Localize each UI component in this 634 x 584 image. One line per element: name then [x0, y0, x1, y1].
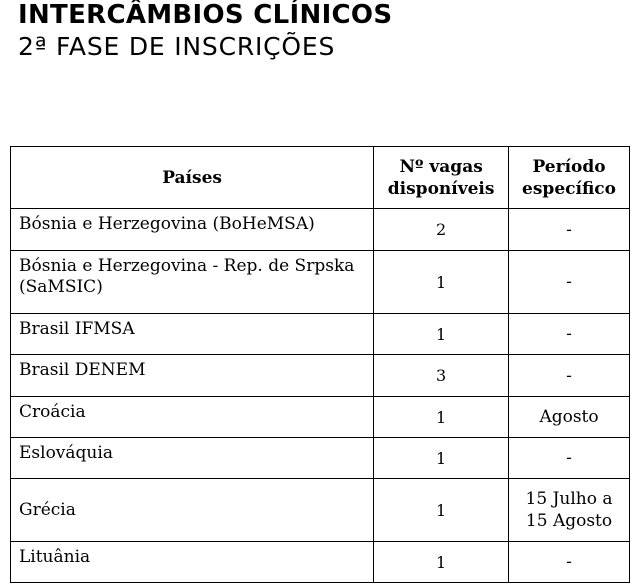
country-name-line2: (SaMSIC): [19, 277, 103, 297]
table-row: [11, 438, 630, 479]
country-cell: [11, 314, 374, 355]
column-header-period-line2: específico: [522, 178, 616, 199]
table-row: [11, 479, 630, 542]
country-cell: [11, 438, 374, 479]
period-cell: -: [509, 251, 630, 314]
page-heading: [18, 0, 392, 59]
period-cell: [509, 479, 630, 542]
slots-cell: 3: [374, 355, 509, 397]
exchange-slots-table: [10, 146, 630, 583]
period-cell: Agosto: [509, 397, 630, 438]
table-row: [11, 542, 630, 583]
country-cell: [11, 209, 374, 251]
country-cell: [11, 355, 374, 397]
column-header-period: [509, 147, 630, 209]
country-name: Bósnia e Herzegovina (BoHeMSA): [19, 214, 315, 234]
table-row: [11, 397, 630, 438]
column-header-country-label: Países: [162, 167, 222, 188]
period-cell: -: [509, 355, 630, 397]
country-name: Eslováquia: [19, 443, 113, 463]
slots-cell: 2: [374, 209, 509, 251]
country-cell: [11, 542, 374, 583]
period-cell: -: [509, 314, 630, 355]
column-header-country: [11, 147, 374, 209]
page-title: INTERCÂMBIOS CLÍNICOS: [18, 0, 393, 30]
country-name: Brasil DENEM: [19, 360, 146, 380]
period-start: 15 Julho a: [525, 489, 613, 509]
column-header-slots-line2: disponíveis: [387, 178, 495, 199]
period-end: 15 Agosto: [525, 511, 613, 531]
country-name: Brasil IFMSA: [19, 319, 135, 339]
country-cell: [11, 479, 374, 542]
slots-cell: 1: [374, 542, 509, 583]
slots-cell: 1: [374, 314, 509, 355]
column-header-slots-line1: Nº vagas: [399, 156, 483, 177]
table-row: [11, 355, 630, 397]
slots-cell: 1: [374, 397, 509, 438]
period-cell: -: [509, 542, 630, 583]
country-cell: [11, 397, 374, 438]
period-cell: -: [509, 209, 630, 251]
country-name: Lituânia: [19, 547, 91, 567]
table-row: [11, 251, 630, 314]
page-subtitle: 2ª FASE DE INSCRIÇÕES: [18, 32, 336, 61]
column-header-slots: [374, 147, 509, 209]
country-cell: [11, 251, 374, 314]
table-row: [11, 209, 630, 251]
country-name: Grécia: [19, 499, 76, 520]
country-name: Bósnia e Herzegovina - Rep. de Srpska: [19, 256, 355, 276]
table-header-row: [11, 147, 630, 209]
country-name: Croácia: [19, 402, 86, 422]
period-cell: -: [509, 438, 630, 479]
slots-cell: 1: [374, 479, 509, 542]
table-row: [11, 314, 630, 355]
slots-cell: 1: [374, 251, 509, 314]
slots-cell: 1: [374, 438, 509, 479]
column-header-period-line1: Período: [532, 156, 606, 177]
